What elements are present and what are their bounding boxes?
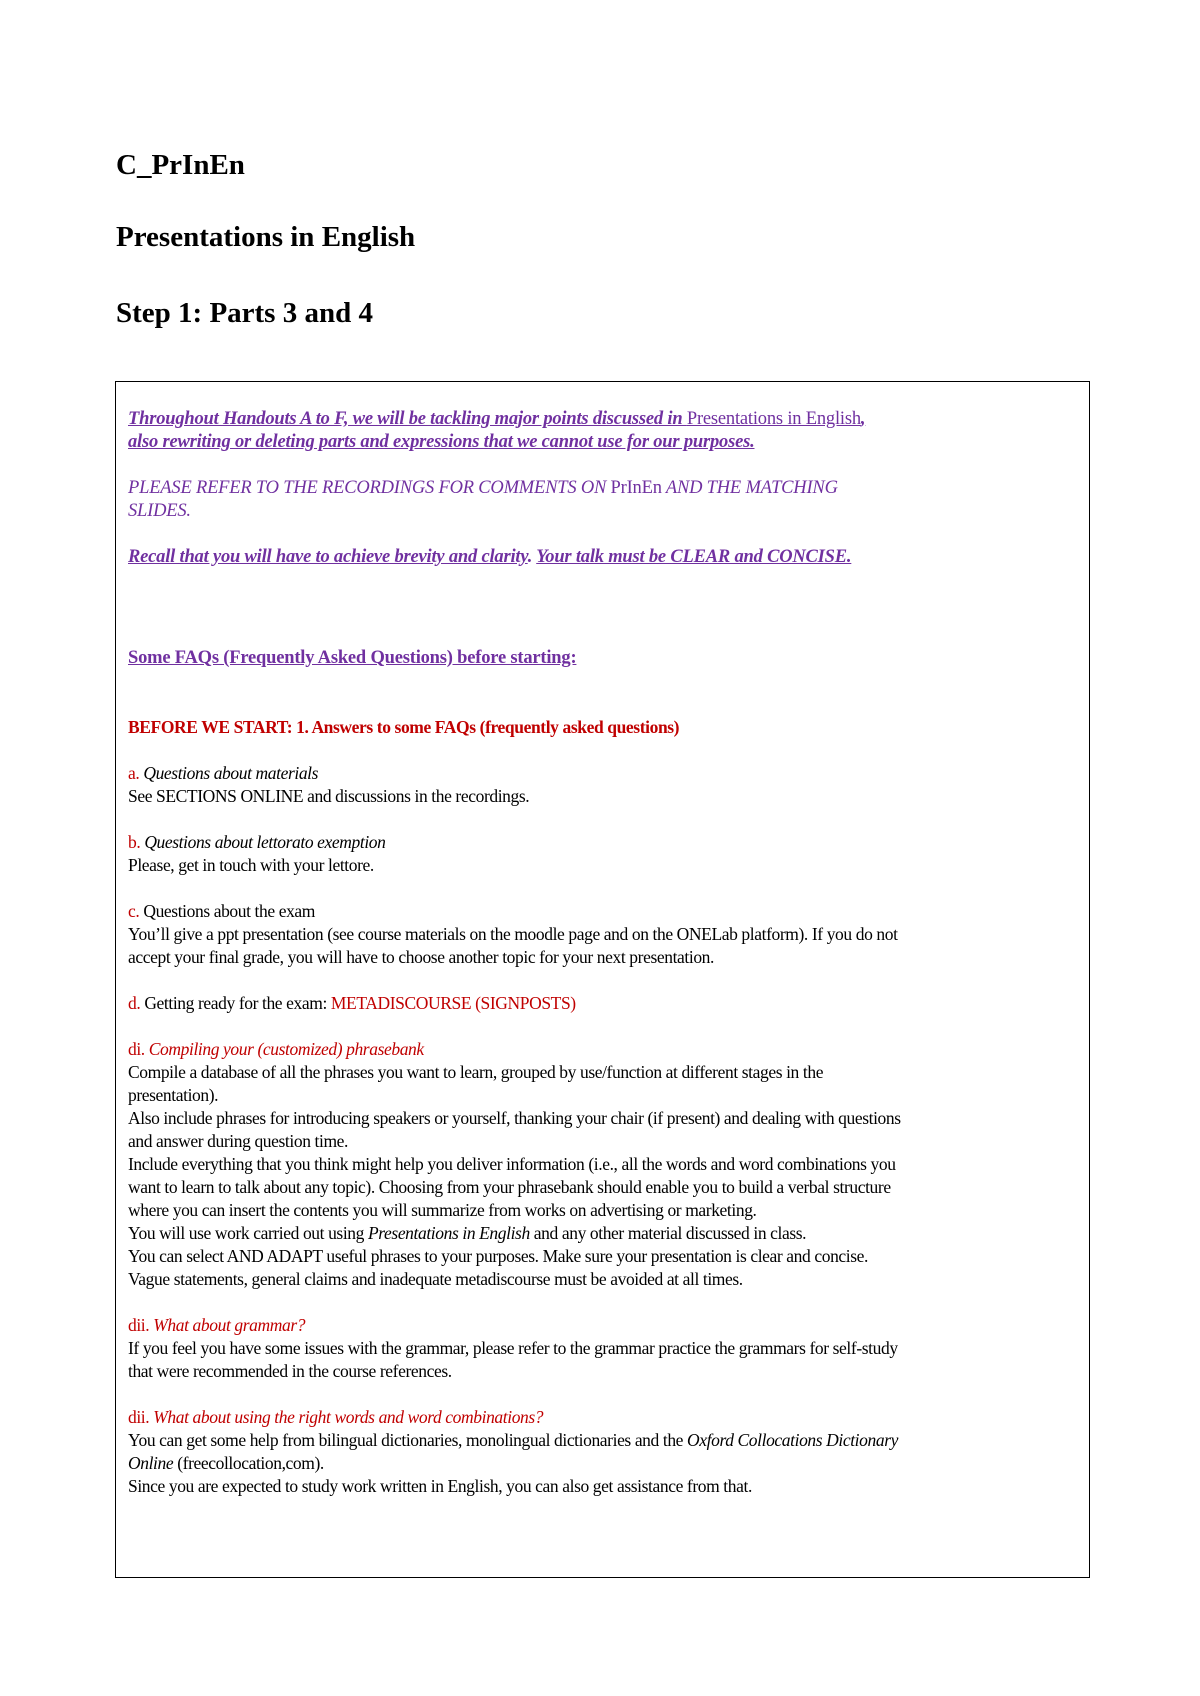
section-label: d. xyxy=(128,993,141,1013)
diii-text: Since you are expected to study work written in English, you can also get assistance from that. xyxy=(128,1476,752,1496)
section-diii-heading xyxy=(128,1406,1079,1429)
section-title: What about using the right words and word combinations? xyxy=(153,1407,544,1427)
diii-text-part: (freecollocation,com). xyxy=(173,1453,324,1473)
intro-text: AND THE MATCHING xyxy=(661,478,838,498)
section-dii-heading xyxy=(128,1314,1079,1337)
course-code: PrInEn xyxy=(610,478,662,498)
di-line: You can select AND ADAPT useful phrases to your purposes. Make sure your presentation is clear and concise. xyxy=(128,1246,869,1266)
section-di-heading xyxy=(128,1038,1079,1061)
intro-text: . xyxy=(527,547,533,567)
step-heading: Step 1: Parts 3 and 4 xyxy=(116,297,373,329)
di-line: Also include phrases for introducing speakers or yourself, thanking your chair (if present) and dealing with questions xyxy=(128,1108,901,1128)
intro-text: Throughout Handouts A to F, we will be tackling major points discussed in xyxy=(128,409,687,429)
section-title: Questions about the exam xyxy=(143,901,316,921)
section-title: What about grammar? xyxy=(153,1315,306,1335)
di-text: and any other material discussed in class. xyxy=(529,1223,807,1243)
intro-paragraph-2-cont: SLIDES. xyxy=(128,501,191,521)
intro-paragraph-1 xyxy=(128,408,1079,431)
di-line: and answer during question time. xyxy=(128,1131,348,1151)
book-title: Presentations in English xyxy=(367,1223,530,1243)
intro-text: Recall that you will have to achieve brevity and clarity xyxy=(128,547,528,567)
di-work-line xyxy=(128,1222,1079,1245)
intro-text: PLEASE REFER TO THE RECORDINGS FOR COMMENTS ON xyxy=(128,478,611,498)
content-box xyxy=(115,381,1090,1578)
faq-heading: Some FAQs (Frequently Asked Questions) before starting: xyxy=(128,648,577,668)
section-a-text: See SECTIONS ONLINE and discussions in the recordings. xyxy=(128,786,530,806)
section-b-heading xyxy=(128,831,1079,854)
diii-text-part: You can get some help from bilingual dictionaries, monolingual dictionaries and the xyxy=(128,1430,688,1450)
di-text: You will use work carried out using xyxy=(128,1223,368,1243)
di-line: presentation). xyxy=(128,1085,219,1105)
dictionary-title: Oxford Collocations Dictionary xyxy=(687,1430,898,1450)
dii-text: that were recommended in the course references. xyxy=(128,1361,452,1381)
section-c-text: accept your final grade, you will have to choose another topic for your next presentation. xyxy=(128,947,715,967)
section-label: di. xyxy=(128,1039,145,1059)
dii-text: If you feel you have some issues with the grammar, please refer to the grammar practice the grammars for self-study xyxy=(128,1338,898,1358)
book-title: Presentations in English xyxy=(686,409,861,429)
intro-text: Your talk must be CLEAR and CONCISE. xyxy=(536,547,852,567)
course-code-heading: C_PrInEn xyxy=(116,149,245,181)
section-c-heading xyxy=(128,900,1079,923)
course-title-heading: Presentations in English xyxy=(116,221,416,253)
section-c-text: You’ll give a ppt presentation (see course materials on the moodle page and on the ONELab platform). If you do not xyxy=(128,924,898,944)
di-line: want to learn to talk about any topic). Choosing from your phrasebank should enable you to build a verbal structure xyxy=(128,1177,891,1197)
section-highlight: METADISCOURSE (SIGNPOSTS) xyxy=(330,993,576,1013)
intro-paragraph-2 xyxy=(128,477,1079,500)
section-a-heading xyxy=(128,762,1079,785)
section-label: dii. xyxy=(128,1315,150,1335)
intro-paragraph-1-cont: also rewriting or deleting parts and expressions that we cannot use for our purposes. xyxy=(128,432,755,452)
section-title: Getting ready for the exam: xyxy=(144,993,331,1013)
di-line: Compile a database of all the phrases you want to learn, grouped by use/function at different stages in the xyxy=(128,1062,824,1082)
before-we-start-heading: BEFORE WE START: 1. Answers to some FAQs (frequently asked questions) xyxy=(128,717,680,737)
section-label: dii. xyxy=(128,1407,150,1427)
di-line: Vague statements, general claims and inadequate metadiscourse must be avoided at all times. xyxy=(128,1269,743,1289)
section-label: c. xyxy=(128,901,140,921)
di-line: where you can insert the contents you will summarize from works on advertising or marketing. xyxy=(128,1200,757,1220)
section-title: Questions about lettorato exemption xyxy=(144,832,386,852)
section-label: b. xyxy=(128,832,141,852)
diii-text xyxy=(128,1429,1079,1452)
section-title: Compiling your (customized) phrasebank xyxy=(148,1039,424,1059)
diii-text xyxy=(128,1452,1079,1475)
section-title: Questions about materials xyxy=(143,763,319,783)
intro-paragraph-3 xyxy=(128,546,1079,569)
intro-text: , xyxy=(860,409,866,429)
dictionary-title: Online xyxy=(128,1453,174,1473)
section-b-text: Please, get in touch with your lettore. xyxy=(128,855,374,875)
di-line: Include everything that you think might help you deliver information (i.e., all the words and word combinations you xyxy=(128,1154,896,1174)
section-d-heading xyxy=(128,992,1079,1015)
section-label: a. xyxy=(128,763,140,783)
